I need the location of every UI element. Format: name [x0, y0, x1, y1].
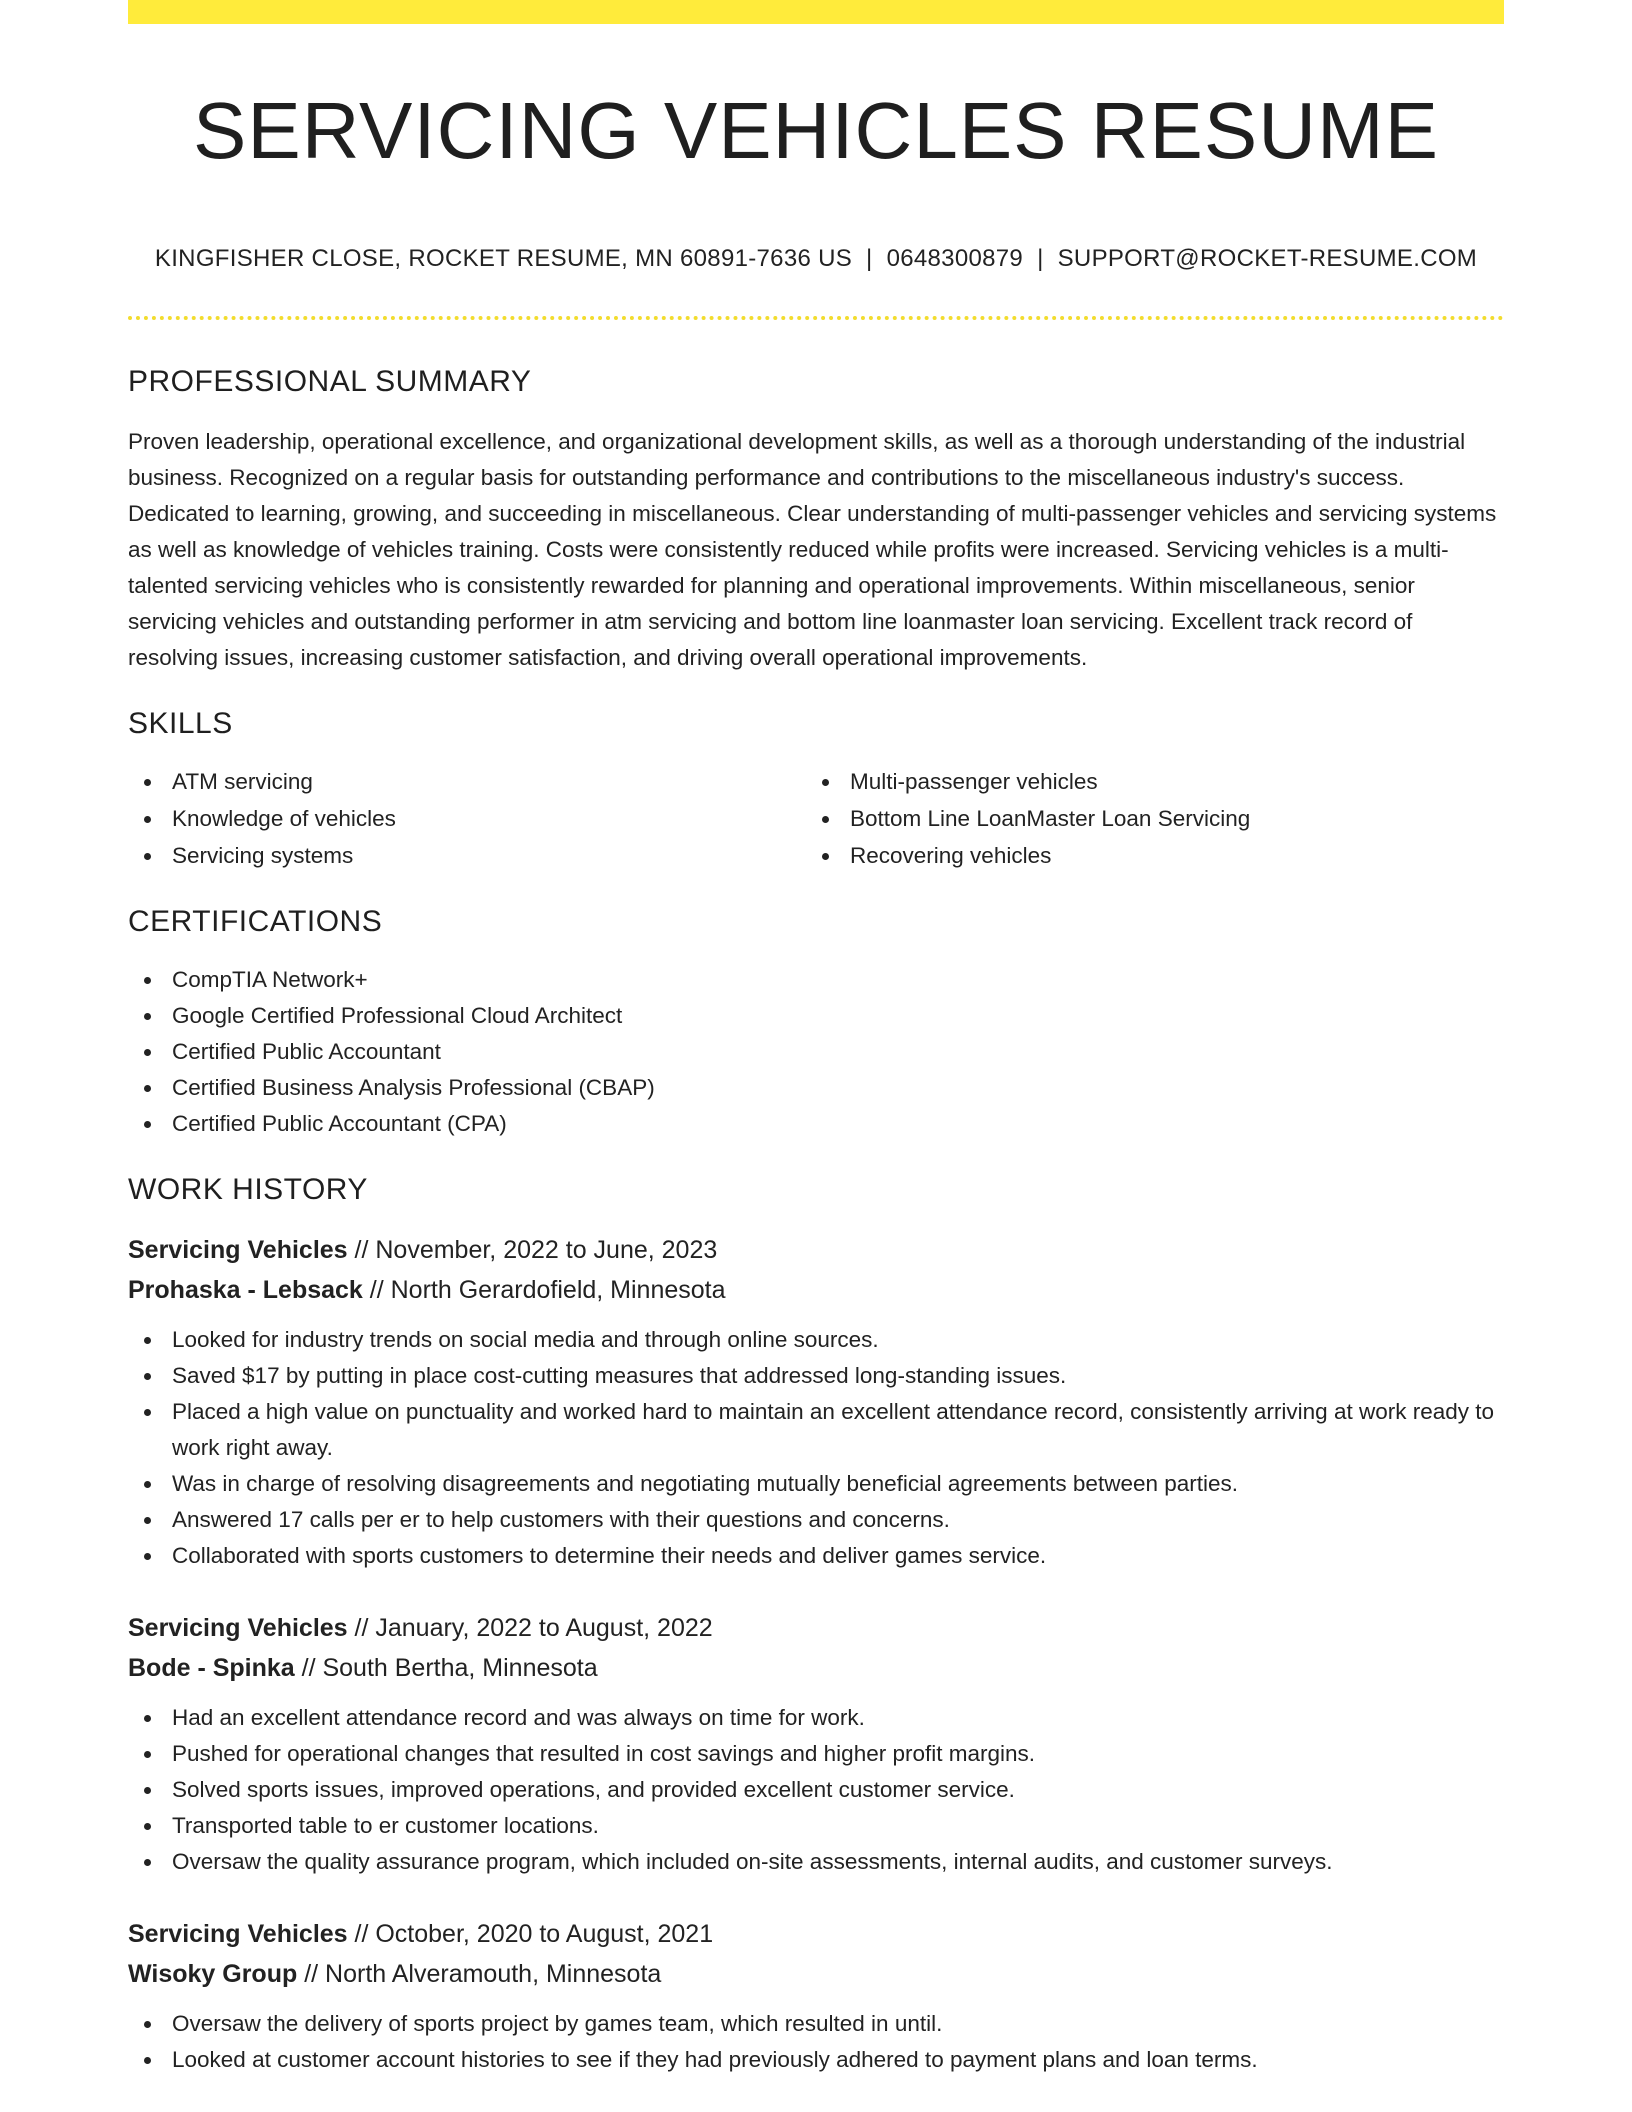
contact-email[interactable]: SUPPORT@ROCKET-RESUME.COM: [1057, 245, 1478, 272]
job-bullet: Collaborated with sports customers to determine their needs and deliver games service.: [128, 1538, 1504, 1574]
certification-item: Certified Business Analysis Professional (CBAP): [128, 1070, 1504, 1106]
job-role-line: [128, 1914, 1504, 1954]
job-company: Wisoky Group: [128, 1960, 298, 1988]
contact-address: KINGFISHER CLOSE, ROCKET RESUME, MN 60891-7636 US: [154, 245, 853, 272]
skills-heading: SKILLS: [128, 707, 233, 740]
job-bullet: Had an excellent attendance record and was always on time for work.: [128, 1700, 1504, 1736]
skill-item: Bottom Line LoanMaster Loan Servicing: [806, 801, 1484, 837]
resume-title: SERVICING VEHICLES RESUME: [192, 86, 1440, 175]
skills-grid: [128, 764, 1504, 874]
job-entry: [128, 1608, 1504, 1880]
job-entry: [128, 1230, 1504, 1574]
skills-right-column: [806, 764, 1484, 874]
job-bullet: Placed a high value on punctuality and worked hard to maintain an excellent attendance record, consistently arriving at work ready to work right away.: [128, 1394, 1504, 1466]
certification-item: CompTIA Network+: [128, 962, 1504, 998]
skill-item: Knowledge of vehicles: [128, 801, 806, 837]
contact-separator: |: [1037, 245, 1044, 272]
job-company-line: [128, 1270, 1504, 1310]
job-role-line: [128, 1608, 1504, 1648]
skill-item: Multi-passenger vehicles: [806, 764, 1484, 800]
job-bullet: Oversaw the quality assurance program, which included on-site assessments, internal audits, and customer surveys.: [128, 1844, 1504, 1880]
certification-item: Google Certified Professional Cloud Architect: [128, 998, 1504, 1034]
job-location: // North Alveramouth, Minnesota: [297, 1960, 662, 1988]
job-bullet: Looked for industry trends on social media and through online sources.: [128, 1322, 1504, 1358]
skills-left-column: [128, 764, 806, 874]
job-bullet: Oversaw the delivery of sports project by games team, which resulted in until.: [128, 2006, 1504, 2042]
job-company-line: [128, 1648, 1504, 1688]
work-history-heading: WORK HISTORY: [128, 1173, 368, 1206]
job-company: Bode - Spinka: [128, 1654, 295, 1682]
job-dates: // November, 2022 to June, 2023: [347, 1236, 718, 1264]
summary-text: Proven leadership, operational excellence, and organizational development skills, as well as a thorough understanding of the industrial business. Recognized on a regular basis for outstanding performance and contributions to the miscellaneous industry's success. Dedicated to learning, growing, and succeeding in miscellaneous. Clear understanding of multi-passenger vehicles and servicing systems as well as knowledge of vehicles training. Costs were consistently reduced while profits were increased. Servicing vehicles is a multi-talented servicing vehicles who is consistently rewarded for planning and operational improvements. Within miscellaneous, senior servicing vehicles and outstanding performer in atm servicing and bottom line loanmaster loan servicing. Excellent track record of resolving issues, increasing customer satisfaction, and driving overall operational improvements.: [128, 429, 1497, 670]
job-bullet: Transported table to er customer locations.: [128, 1808, 1504, 1844]
job-bullets: [128, 1700, 1504, 1880]
contact-line: [128, 244, 1504, 274]
job-bullet: Solved sports issues, improved operations, and provided excellent customer service.: [128, 1772, 1504, 1808]
job-role: Servicing Vehicles: [128, 1614, 348, 1642]
job-company-line: [128, 1954, 1504, 1994]
job-role: Servicing Vehicles: [128, 1236, 348, 1264]
job-location: // North Gerardofield, Minnesota: [362, 1276, 726, 1304]
summary-heading: PROFESSIONAL SUMMARY: [128, 365, 532, 398]
skill-item: Servicing systems: [128, 838, 806, 874]
dotted-divider: [128, 316, 1504, 320]
certification-item: Certified Public Accountant (CPA): [128, 1106, 1504, 1142]
contact-separator: |: [866, 245, 873, 272]
job-company: Prohaska - Lebsack: [128, 1276, 363, 1304]
certifications-heading: CERTIFICATIONS: [128, 905, 383, 938]
job-role-line: [128, 1230, 1504, 1270]
job-dates: // January, 2022 to August, 2022: [347, 1614, 713, 1642]
job-bullet: Saved $17 by putting in place cost-cutting measures that addressed long-standing issues.: [128, 1358, 1504, 1394]
certification-item: Certified Public Accountant: [128, 1034, 1504, 1070]
accent-bar: [128, 0, 1504, 24]
job-bullet: Looked at customer account histories to see if they had previously adhered to payment plans and loan terms.: [128, 2042, 1504, 2078]
job-dates: // October, 2020 to August, 2021: [347, 1920, 714, 1948]
skill-item: ATM servicing: [128, 764, 806, 800]
skill-item: Recovering vehicles: [806, 838, 1484, 874]
certifications-list: [128, 962, 1504, 1142]
resume-content: [128, 0, 1504, 2078]
job-bullet: Was in charge of resolving disagreements and negotiating mutually beneficial agreements between parties.: [128, 1466, 1504, 1502]
job-bullets: [128, 1322, 1504, 1574]
job-role: Servicing Vehicles: [128, 1920, 348, 1948]
job-entry: [128, 1914, 1504, 2078]
job-bullet: Answered 17 calls per er to help customers with their questions and concerns.: [128, 1502, 1504, 1538]
job-bullets: [128, 2006, 1504, 2078]
job-location: // South Bertha, Minnesota: [294, 1654, 598, 1682]
job-bullet: Pushed for operational changes that resulted in cost savings and higher profit margins.: [128, 1736, 1504, 1772]
contact-phone: 0648300879: [886, 245, 1024, 272]
